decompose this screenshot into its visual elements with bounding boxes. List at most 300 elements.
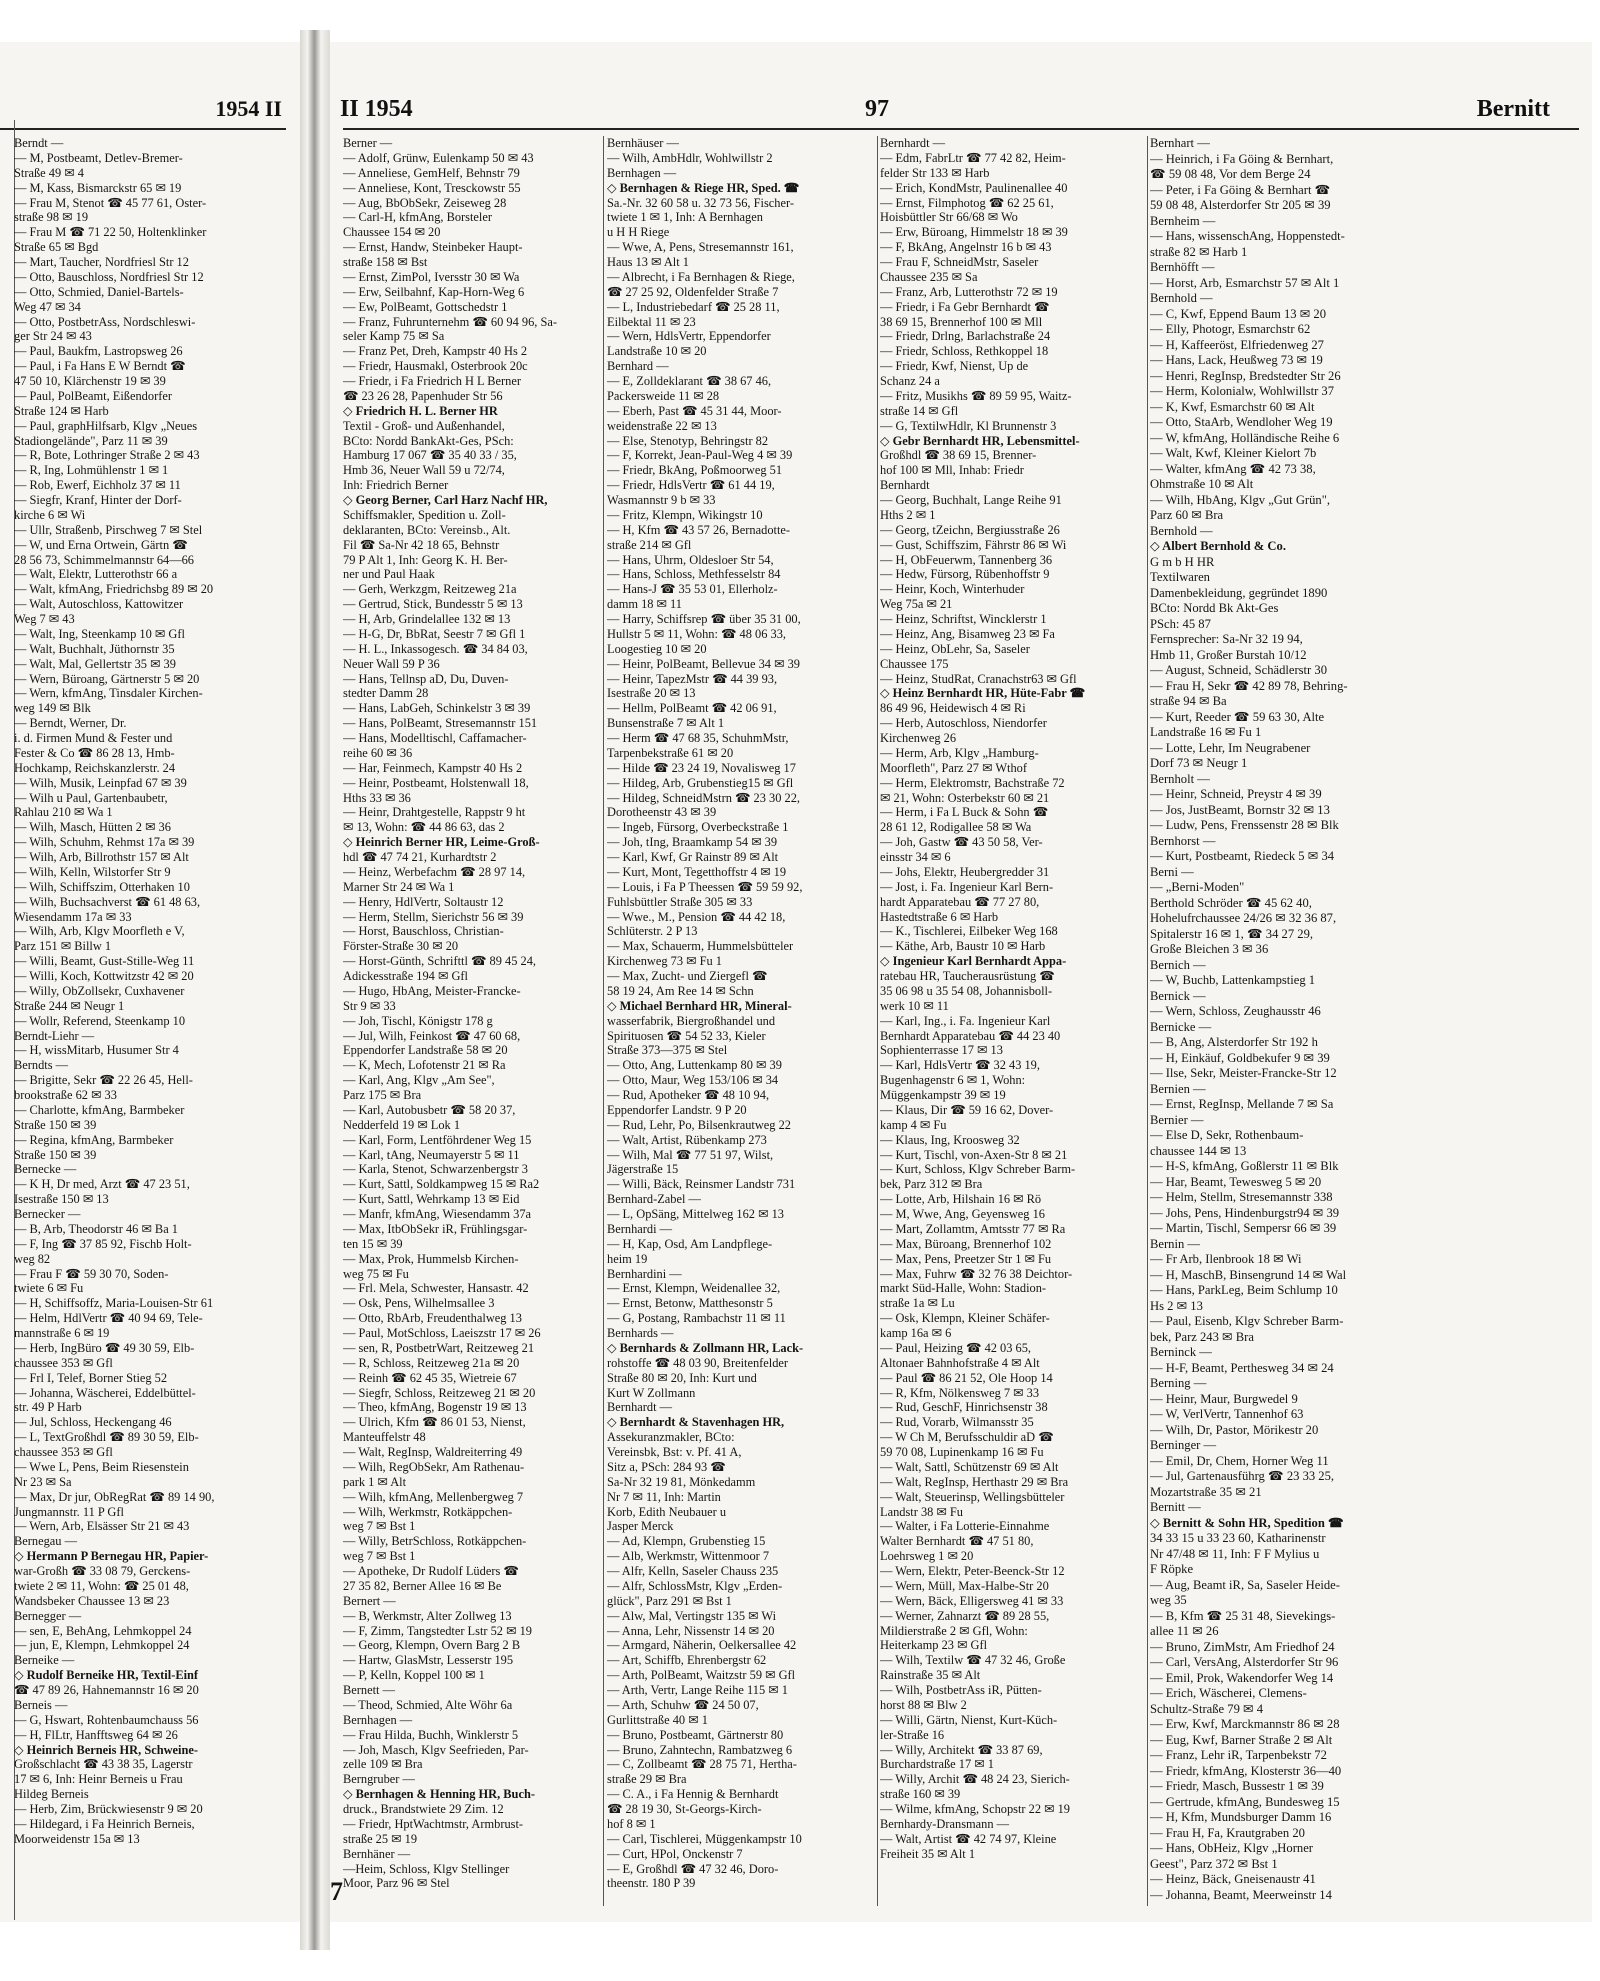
directory-entry-line: damm 18 ✉ 11 bbox=[607, 597, 682, 612]
directory-entry-line: — Walter, kfmAng ☎ 42 73 38, bbox=[1150, 461, 1316, 476]
directory-entry-line: Isestraße 150 ✉ 13 bbox=[14, 1192, 109, 1207]
directory-entry-line: Hildeg Berneis bbox=[14, 1787, 89, 1802]
directory-entry-line: deklaranten, BCto: Vereinsb., Alt. bbox=[343, 522, 511, 537]
directory-entry-line: Spirituosen ☎ 54 52 33, Kieler bbox=[607, 1028, 766, 1043]
directory-entry-line: — Herm, i Fa L Buck & Sohn ☎ bbox=[880, 805, 1049, 820]
directory-entry-line: — Willi, Koch, Kottwitzstr 42 ✉ 20 bbox=[14, 969, 194, 983]
left-page-header-text: 1954 II bbox=[215, 96, 282, 121]
directory-entry-line: — H, wissMitarb, Husumer Str 4 bbox=[14, 1043, 179, 1058]
directory-entry-line: Stadiongelände", Parz 11 ✉ 39 bbox=[14, 433, 168, 448]
directory-entry-line: — Wilh, Musik, Leinpfad 67 ✉ 39 bbox=[14, 775, 187, 790]
signature-mark: 7 bbox=[330, 1877, 343, 1906]
directory-entry-line: — Jul, Gartenausführg ☎ 23 33 25, bbox=[1150, 1469, 1335, 1483]
directory-entry-line: — Henry, HdlVertr, Soltaustr 12 bbox=[343, 894, 504, 909]
directory-entry-line: — Max, Fuhrw ☎ 32 76 38 Deichtor- bbox=[880, 1266, 1073, 1281]
directory-entry-line: Bernhard-Zabel — bbox=[607, 1192, 701, 1207]
directory-entry-line: — H-G, Dr, BbRat, Seestr 7 ✉ Gfl 1 bbox=[343, 626, 526, 641]
directory-entry-line: Berndts — bbox=[14, 1058, 69, 1073]
directory-entry-line: — Bruno, Zahntechn, Rambatzweg 6 bbox=[607, 1742, 793, 1757]
directory-entry-line: — G, TextilwHdlr, Kl Brunnenstr 3 bbox=[880, 418, 1057, 433]
directory-entry-line: weg 7 ✉ Bst 1 bbox=[343, 1549, 416, 1564]
directory-entry-line: — Georg, Klempn, Overn Barg 2 B bbox=[343, 1638, 521, 1653]
directory-entry-line: Große Bleichen 3 ✉ 36 bbox=[1150, 942, 1269, 956]
directory-entry-line: PSch: 45 87 bbox=[1150, 616, 1211, 631]
directory-entry-line: — Heinz, StudRat, Cranachstr63 ✉ Gfl bbox=[880, 671, 1077, 686]
directory-entry-line: ☎ 28 19 30, St-Georgs-Kirch- bbox=[607, 1802, 762, 1816]
directory-entry-line: Straße 244 ✉ Neugr 1 bbox=[14, 998, 125, 1013]
directory-entry-line: — Berndt, Werner, Dr. bbox=[14, 716, 127, 731]
directory-entry-line: F Röpke bbox=[1150, 1562, 1194, 1576]
directory-entry-line: Straße 80 ✉ 20, Inh: Kurt und bbox=[607, 1370, 757, 1385]
directory-entry-line: ◇ Bernhardt & Stavenhagen HR, bbox=[607, 1415, 785, 1430]
directory-entry-line: — Alw, Mal, Vertingstr 135 ✉ Wi bbox=[607, 1608, 777, 1623]
directory-entry-line: — Ernst, ZimPol, Iversstr 30 ✉ Wa bbox=[343, 269, 520, 284]
directory-entry-line: — Otto, StaArb, Wendloher Weg 19 bbox=[1150, 415, 1333, 429]
directory-entry-line: — Max, Büroang, Brennerhof 102 bbox=[880, 1236, 1052, 1251]
directory-entry-line: Bernhagen — bbox=[343, 1712, 413, 1727]
directory-entry-line: ◇ Bernhagen & Riege HR, Sped. ☎ bbox=[607, 180, 800, 195]
directory-entry-line: Bernett — bbox=[343, 1683, 395, 1697]
directory-entry-line: — Aug, Beamt iR, Sa, Saseler Heide- bbox=[1150, 1577, 1340, 1592]
directory-entry-line: — M, Wwe, Ang, Geyensweg 16 bbox=[880, 1207, 1045, 1221]
directory-entry-line: Bernin — bbox=[1150, 1236, 1201, 1251]
directory-entry-line: — Wwe L, Pens, Beim Riesenstein bbox=[14, 1459, 189, 1474]
directory-entry-line: i. d. Firmen Mund & Fester und bbox=[14, 731, 173, 745]
directory-entry-line: — Helm, HdlVertr ☎ 40 94 69, Tele- bbox=[14, 1311, 203, 1326]
directory-entry-line: kamp 4 ✉ Fu bbox=[880, 1117, 947, 1132]
directory-entry-line: — Johanna, Beamt, Meerweinstr 14 bbox=[1150, 1887, 1332, 1902]
left-page-column bbox=[14, 136, 286, 1847]
directory-entry-line: Walter Bernhardt ☎ 47 51 80, bbox=[880, 1534, 1034, 1549]
directory-entry-line: — Heinz, Werbefachm ☎ 28 97 14, bbox=[343, 864, 526, 879]
directory-entry-line: Bernhöfft — bbox=[1150, 260, 1215, 274]
directory-entry-line: Bernhäuser — bbox=[607, 136, 679, 150]
directory-entry-line: Wiesendamm 17a ✉ 33 bbox=[14, 909, 132, 924]
directory-entry-line: — Wern, HdlsVertr, Eppendorfer bbox=[607, 329, 771, 344]
directory-entry-line: Bernick — bbox=[1150, 988, 1206, 1003]
directory-entry-line: ☎ 23 26 28, Papenhuder Str 56 bbox=[343, 388, 503, 403]
directory-entry-line: Dorotheenstr 43 ✉ 39 bbox=[607, 805, 717, 820]
directory-entry-line: Mozartstraße 35 ✉ 21 bbox=[1150, 1484, 1262, 1499]
directory-entry-line: — Mart, Zollamtm, Amtsstr 77 ✉ Ra bbox=[880, 1221, 1066, 1236]
directory-entry-line: war-Großh ☎ 33 08 79, Gerckens- bbox=[14, 1564, 191, 1578]
directory-entry-line: — Wern, Arb, Elsässer Str 21 ✉ 43 bbox=[14, 1519, 190, 1534]
directory-entry-line: 59 08 48, Alsterdorfer Str 205 ✉ 39 bbox=[1150, 198, 1331, 212]
directory-entry-line: Weg 75a ✉ 21 bbox=[880, 597, 953, 612]
directory-column-1 bbox=[343, 136, 601, 1891]
directory-entry-line: — Ernst, Handw, Steinbeker Haupt- bbox=[343, 240, 523, 255]
directory-entry-line: — Wilh u Paul, Gartenbaubetr, bbox=[14, 790, 168, 805]
directory-entry-line: 59 70 08, Lupinenkamp 16 ✉ Fu bbox=[880, 1445, 1044, 1459]
directory-entry-line: — Herb, IngBüro ☎ 49 30 59, Elb- bbox=[14, 1340, 195, 1355]
right-header-rule bbox=[343, 128, 1579, 130]
directory-entry-line: — „Berni-Moden" bbox=[1150, 880, 1245, 894]
directory-entry-line: Fernsprecher: Sa-Nr 32 19 94, bbox=[1150, 632, 1303, 646]
directory-entry-line: — Jost, i. Fa. Ingenieur Karl Bern- bbox=[880, 879, 1054, 894]
directory-entry-line: — Osk, Klempn, Kleiner Schäfer- bbox=[880, 1311, 1050, 1326]
directory-entry-line: Bernhardt Apparatebau ☎ 44 23 40 bbox=[880, 1028, 1061, 1043]
directory-entry-line: — Ernst, Filmphotog ☎ 62 25 61, bbox=[880, 195, 1054, 210]
directory-entry-line: — Fritz, Musikhs ☎ 89 59 95, Waitz- bbox=[880, 388, 1072, 403]
directory-entry-line: ◇ Bernitt & Sohn HR, Spedition ☎ bbox=[1150, 1515, 1344, 1530]
directory-entry-line: — Max, Zucht- und Ziergefl ☎ bbox=[607, 969, 768, 983]
directory-entry-line: — Walter, i Fa Lotterie-Einnahme bbox=[880, 1519, 1050, 1534]
directory-entry-line: — Herm ☎ 47 68 35, SchuhmMstr, bbox=[607, 731, 789, 745]
directory-entry-line: — Emil, Dr, Chem, Horner Weg 11 bbox=[1150, 1453, 1329, 1468]
directory-entry-line: — Paul, MotSchloss, Laeiszstr 17 ✉ 26 bbox=[343, 1326, 541, 1340]
directory-entry-line: — Karl, Kwf, Gr Rainstr 89 ✉ Alt bbox=[607, 850, 779, 864]
directory-entry-line: — Wilh, Arb, Klgv Moorfleth e V, bbox=[14, 924, 185, 939]
directory-entry-line: — Herm, Stellm, Sierichstr 56 ✉ 39 bbox=[343, 909, 524, 924]
directory-entry-line: Großhdl ☎ 38 69 15, Brenner- bbox=[880, 448, 1037, 463]
directory-entry-line: Berner — bbox=[343, 136, 393, 150]
directory-entry-line: Eppendorfer Landstr. 9 P 20 bbox=[607, 1102, 747, 1117]
directory-entry-line: hdl ☎ 47 74 21, Kurhardtstr 2 bbox=[343, 850, 497, 864]
directory-entry-line: Schultz-Straße 79 ✉ 4 bbox=[1150, 1701, 1264, 1716]
directory-entry-line: — Aug, BbObSekr, Zeiseweg 28 bbox=[343, 195, 507, 210]
directory-entry-line: — R, Kfm, Nölkensweg 7 ✉ 33 bbox=[880, 1385, 1040, 1400]
directory-entry-line: zelle 109 ✉ Bra bbox=[343, 1757, 423, 1772]
directory-entry-line: — Heinz, Ang, Bisamweg 23 ✉ Fa bbox=[880, 626, 1055, 641]
directory-entry-line: — Arth, Schuhw ☎ 24 50 07, bbox=[607, 1697, 759, 1712]
directory-entry-line: — Johs, Pens, Hindenburgstr94 ✉ 39 bbox=[1150, 1205, 1340, 1220]
directory-entry-line: — Joh, Masch, Klgv Seefrieden, Par- bbox=[343, 1742, 529, 1757]
directory-entry-line: — Har, Beamt, Tewesweg 5 ✉ 20 bbox=[1150, 1174, 1322, 1189]
directory-entry-line: ◇ Heinrich Berner HR, Leime-Groß- bbox=[343, 835, 540, 850]
directory-entry-line: Nr 7 ✉ 11, Inh: Martin bbox=[607, 1489, 721, 1504]
directory-entry-line: — Walt, Sattl, Schützenstr 69 ✉ Alt bbox=[880, 1459, 1059, 1474]
directory-entry-line: — Heinrich, i Fa Göing & Bernhart, bbox=[1150, 151, 1334, 166]
directory-entry-line: — Heinz, Bäck, Gneisenaustr 41 bbox=[1150, 1872, 1316, 1886]
directory-entry-line: — Walt, Buchhalt, Jüthornstr 35 bbox=[14, 641, 175, 656]
directory-entry-line: — H-F, Beamt, Perthesweg 34 ✉ 24 bbox=[1150, 1360, 1334, 1375]
directory-entry-line: — Otto, Bauschloss, Nordfriesl Str 12 bbox=[14, 269, 204, 284]
directory-entry-line: ✉ 13, Wohn: ☎ 44 86 63, das 2 bbox=[343, 820, 505, 835]
directory-entry-line: Förster-Straße 30 ✉ 20 bbox=[343, 939, 459, 954]
directory-entry-line: chaussee 353 ✉ Gfl bbox=[14, 1445, 113, 1459]
directory-entry-line: — Heinz, Schriftst, Wincklerstr 1 bbox=[880, 612, 1047, 626]
directory-entry-line: — Willi, Gärtn, Nienst, Kurt-Küch- bbox=[880, 1712, 1058, 1727]
directory-entry-line: — Wilh, HbAng, Klgv „Gut Grün", bbox=[1150, 492, 1331, 507]
directory-column-4 bbox=[1150, 136, 1420, 1903]
directory-entry-line: hof 100 ✉ Mll, Inhab: Friedr bbox=[880, 463, 1024, 478]
directory-entry-line: — R, Ing, Lohmühlenstr 1 ✉ 1 bbox=[14, 463, 169, 478]
directory-entry-line: — Charlotte, kfmAng, Barmbeker bbox=[14, 1102, 185, 1117]
directory-entry-line: — Jul, Wilh, Feinkost ☎ 47 60 68, bbox=[343, 1028, 521, 1043]
directory-entry-line: — Franz, Arb, Lutterothstr 72 ✉ 19 bbox=[880, 284, 1058, 299]
directory-entry-line: 38 69 15, Brennerhof 100 ✉ Mll bbox=[880, 314, 1043, 329]
directory-entry-line: Freiheit 35 ✉ Alt 1 bbox=[880, 1846, 976, 1861]
directory-entry-line: Bernhold — bbox=[1150, 291, 1213, 305]
directory-entry-line: — Jul, Schloss, Heckengang 46 bbox=[14, 1415, 172, 1430]
directory-entry-line: Nr 47/48 ✉ 11, Inh: F F Mylius u bbox=[1150, 1546, 1320, 1561]
running-head-name: Bernitt bbox=[1476, 96, 1550, 122]
directory-entry-line: str. 49 P Harb bbox=[14, 1400, 82, 1415]
directory-entry-line: — Georg, tZeichn, Bergiusstraße 26 bbox=[880, 522, 1060, 537]
directory-entry-line: — H, FlLtr, Hanfftsweg 64 ✉ 26 bbox=[14, 1727, 178, 1742]
directory-entry-line: — H, Kaffeeröst, Elfriedenweg 27 bbox=[1150, 337, 1324, 352]
directory-entry-line: — Kurt, Schloss, Klgv Schreber Barm- bbox=[880, 1162, 1076, 1177]
directory-entry-line: — Horst, Bauschloss, Christian- bbox=[343, 924, 504, 939]
directory-entry-line: Loogestieg 10 ✉ 20 bbox=[607, 641, 707, 656]
directory-entry-line: — Willy, Archit ☎ 48 24 23, Sierich- bbox=[880, 1772, 1070, 1787]
directory-entry-line: Bernholt — bbox=[1150, 771, 1210, 786]
directory-entry-line: Adickesstraße 194 ✉ Gfl bbox=[343, 969, 468, 983]
directory-entry-line: mannstraße 6 ✉ 19 bbox=[14, 1326, 110, 1340]
directory-entry-line: — Herm, Kolonialw, Wohlwillstr 37 bbox=[1150, 384, 1335, 398]
directory-entry-line: ◇ Albert Bernhold & Co. bbox=[1150, 539, 1286, 553]
directory-entry-line: — Käthe, Arb, Baustr 10 ✉ Harb bbox=[880, 939, 1046, 954]
directory-entry-line: theenstr. 180 P 39 bbox=[607, 1876, 696, 1891]
directory-entry-line: — Wilh, Schiffszim, Otterhaken 10 bbox=[14, 879, 190, 894]
directory-entry-line: wasserfabrik, Biergroßhandel und bbox=[607, 1013, 776, 1028]
directory-entry-line: Bernhardt bbox=[880, 478, 930, 493]
directory-entry-line: — Ulrich, Kfm ☎ 86 01 53, Nienst, bbox=[343, 1415, 526, 1430]
directory-entry-line: Berni — bbox=[1150, 864, 1194, 879]
directory-entry-line: — Frau Hilda, Buchh, Winklerstr 5 bbox=[343, 1727, 519, 1742]
directory-entry-line: — Wern, kfmAng, Tinsdaler Kirchen- bbox=[14, 686, 203, 701]
directory-entry-line: — Paul, Heizing ☎ 42 03 65, bbox=[880, 1340, 1032, 1355]
directory-entry-line: — R, Bote, Lothringer Straße 2 ✉ 43 bbox=[14, 448, 200, 463]
directory-entry-line: weg 82 bbox=[14, 1251, 51, 1266]
directory-entry-line: ger Str 24 ✉ 43 bbox=[14, 329, 92, 344]
directory-entry-line: — Friedr, i Fa Gebr Bernhardt ☎ bbox=[880, 299, 1050, 314]
directory-entry-line: — Walt, RegInsp, Waldreiterring 49 bbox=[343, 1445, 523, 1459]
directory-entry-line: — W, kfmAng, Holländische Reihe 6 bbox=[1150, 430, 1340, 445]
column-divider-2 bbox=[877, 136, 878, 1906]
directory-entry-line: Bernhagen — bbox=[607, 165, 677, 180]
directory-entry-line: — Ernst, Betonw, Matthesonstr 5 bbox=[607, 1296, 773, 1311]
directory-entry-line: — W, und Erna Ortwein, Gärtn ☎ bbox=[14, 537, 188, 552]
directory-entry-line: — Ludw, Pens, Frenssenstr 28 ✉ Blk bbox=[1150, 818, 1339, 832]
directory-entry-line: — Herb, Zim, Brückwiesenstr 9 ✉ 20 bbox=[14, 1802, 203, 1816]
directory-entry-line: — Johs, Elektr, Heubergredder 31 bbox=[880, 864, 1050, 879]
directory-entry-line: — Lotte, Arb, Hilshain 16 ✉ Rö bbox=[880, 1192, 1042, 1207]
directory-entry-line: Sa-Nr 32 19 81, Mönkedamm bbox=[607, 1474, 756, 1489]
directory-entry-line: Hullstr 5 ✉ 11, Wohn: ☎ 48 06 33, bbox=[607, 626, 787, 641]
directory-entry-line: ◇ Rudolf Berneike HR, Textil-Einf bbox=[14, 1668, 199, 1683]
directory-entry-line: — Heinr, PolBeamt, Bellevue 34 ✉ 39 bbox=[607, 656, 800, 671]
directory-entry-line: Berndt — bbox=[14, 136, 64, 150]
directory-entry-line: BCto: Nordd BankAkt-Ges, PSch: bbox=[343, 433, 514, 448]
directory-entry-line: — Wilh, kfmAng, Mellenbergweg 7 bbox=[343, 1489, 524, 1504]
directory-entry-line: Korb, Edith Neubauer u bbox=[607, 1504, 727, 1519]
directory-entry-line: Nedderfeld 19 ✉ Lok 1 bbox=[343, 1117, 461, 1132]
directory-entry-line: heim 19 bbox=[607, 1251, 648, 1266]
directory-entry-line: — Karl, Autobusbetr ☎ 58 20 37, bbox=[343, 1102, 516, 1117]
directory-entry-line: — L, TextGroßhdl ☎ 89 30 59, Elb- bbox=[14, 1430, 199, 1445]
directory-entry-line: — Paul, Eisenb, Klgv Schreber Barm- bbox=[1150, 1314, 1344, 1328]
directory-entry-line: — Elly, Photogr, Esmarchstr 62 bbox=[1150, 322, 1311, 336]
directory-entry-line: — Hans, Tellnsp aD, Du, Duven- bbox=[343, 671, 509, 686]
directory-entry-line: Str 9 ✉ 33 bbox=[343, 998, 396, 1013]
directory-entry-line: — Kurt, Sattl, Soldkampweg 15 ✉ Ra2 bbox=[343, 1177, 540, 1192]
directory-entry-line: Parz 151 ✉ Billw 1 bbox=[14, 939, 112, 954]
page-number: 97 bbox=[865, 96, 889, 122]
directory-entry-line: — H, Schiffsoffz, Maria-Louisen-Str 61 bbox=[14, 1296, 214, 1311]
directory-entry-line: — Albrecht, i Fa Bernhagen & Riege, bbox=[607, 269, 795, 284]
directory-entry-line: — Walt, kfmAng, Friedrichsbg 89 ✉ 20 bbox=[14, 582, 214, 597]
directory-entry-line: Kirchenweg 73 ✉ Fu 1 bbox=[607, 954, 722, 969]
directory-entry-line: ☎ 59 08 48, Vor dem Berge 24 bbox=[1150, 167, 1311, 181]
directory-entry-line: straße 25 ✉ 19 bbox=[343, 1831, 418, 1846]
directory-entry-line: — Frl I, Telef, Borner Stieg 52 bbox=[14, 1370, 168, 1385]
directory-entry-line: Jägerstraße 15 bbox=[607, 1162, 679, 1177]
directory-entry-line: — Lotte, Lehr, Im Neugrabener bbox=[1150, 740, 1311, 755]
directory-entry-line: — Herm, Elektromstr, Bachstraße 72 bbox=[880, 775, 1065, 790]
directory-entry-line: Bernecker — bbox=[14, 1207, 81, 1221]
directory-entry-line: — Herm, Arb, Klgv „Hamburg- bbox=[880, 745, 1039, 760]
directory-entry-line: Rahlau 210 ✉ Wa 1 bbox=[14, 805, 113, 820]
directory-entry-line: — Friedr, Drlng, Barlachstraße 24 bbox=[880, 329, 1051, 344]
directory-entry-line: — sen, R, PostbetrWart, Reitzeweg 21 bbox=[343, 1340, 535, 1355]
directory-entry-line: Bernheim — bbox=[1150, 213, 1216, 228]
directory-entry-line: — Eug, Kwf, Barner Straße 2 ✉ Alt bbox=[1150, 1732, 1333, 1747]
directory-entry-line: ◇ Friedrich H. L. Berner HR bbox=[343, 403, 498, 418]
directory-entry-line: straße 94 ✉ Ba bbox=[1150, 694, 1227, 708]
directory-entry-line: — Wilh, RegObSekr, Am Rathenau- bbox=[343, 1459, 525, 1474]
directory-entry-line: — W, Buchb, Lattenkampstieg 1 bbox=[1150, 973, 1316, 987]
directory-entry-line: G m b H HR bbox=[1150, 554, 1215, 569]
directory-entry-line: Landstraße 10 ✉ 20 bbox=[607, 344, 707, 359]
directory-entry-line: u H H Riege bbox=[607, 225, 670, 240]
directory-entry-line: hardt Apparatebau ☎ 77 27 80, bbox=[880, 894, 1040, 909]
directory-entry-line: straße 14 ✉ Gfl bbox=[880, 403, 959, 418]
directory-entry-line: druck., Brandstwiete 29 Zim. 12 bbox=[343, 1802, 504, 1816]
directory-entry-line: Hamburg 17 067 ☎ 35 40 33 / 35, bbox=[343, 448, 517, 463]
directory-entry-line: Schiffsmakler, Spedition u. Zoll- bbox=[343, 507, 506, 522]
directory-entry-line: — Wilh, Textilw ☎ 47 32 46, Große bbox=[880, 1653, 1066, 1668]
directory-entry-line: Damenbekleidung, gegründet 1890 bbox=[1150, 585, 1328, 600]
directory-entry-line: Haus 13 ✉ Alt 1 bbox=[607, 255, 689, 269]
directory-entry-line: Weg 7 ✉ 43 bbox=[14, 612, 75, 626]
directory-entry-line: — Rud, GeschF, Hinrichsenstr 38 bbox=[880, 1400, 1048, 1415]
directory-entry-line: ◇ Bernhagen & Henning HR, Buch- bbox=[343, 1787, 535, 1802]
directory-entry-line: — Karl, Ing., i. Fa. Ingenieur Karl bbox=[880, 1013, 1051, 1028]
directory-entry-line: — Mart, Taucher, Nordfriesl Str 12 bbox=[14, 255, 189, 269]
directory-entry-line: — Friedr, kfmAng, Klosterstr 36—40 bbox=[1150, 1763, 1342, 1778]
directory-entry-line: Berninck — bbox=[1150, 1345, 1212, 1359]
directory-entry-line: Jasper Merck bbox=[607, 1519, 674, 1534]
directory-entry-line: — B, Kfm ☎ 25 31 48, Sievekings- bbox=[1150, 1608, 1336, 1623]
book-gutter bbox=[300, 30, 330, 1950]
directory-entry-line: — Heinr, TapezMstr ☎ 44 39 93, bbox=[607, 671, 778, 686]
directory-entry-line: ◇ Heinz Bernhardt HR, Hüte-Fabr ☎ bbox=[880, 686, 1086, 701]
directory-entry-line: Wasmannstr 9 b ✉ 33 bbox=[607, 493, 716, 507]
directory-entry-line: markt Süd-Halle, Wohn: Stadion- bbox=[880, 1281, 1047, 1296]
directory-entry-line: — Kurt, Sattl, Wehrkamp 13 ✉ Eid bbox=[343, 1192, 520, 1207]
directory-entry-line: — Klaus, Dir ☎ 59 16 62, Dover- bbox=[880, 1102, 1054, 1117]
directory-entry-line: Hochkamp, Reichskanzlerstr. 24 bbox=[14, 760, 176, 775]
right-page-year: II 1954 bbox=[340, 96, 413, 122]
directory-entry-line: — Rud, Apotheker ☎ 48 10 94, bbox=[607, 1088, 770, 1102]
directory-entry-line: ◇ Hermann P Bernegau HR, Papier- bbox=[14, 1549, 209, 1564]
directory-entry-line: Chaussee 235 ✉ Sa bbox=[880, 269, 978, 284]
directory-entry-line: Loehrsweg 1 ✉ 20 bbox=[880, 1549, 974, 1564]
directory-entry-line: — Georg, Buchhalt, Lange Reihe 91 bbox=[880, 493, 1062, 507]
directory-entry-line: — Friedr, HdlsVertr ☎ 61 44 19, bbox=[607, 478, 775, 493]
directory-entry-line: — Ernst, Klempn, Weidenallee 32, bbox=[607, 1281, 781, 1296]
directory-entry-line: Bernhardy-Dransmann — bbox=[880, 1816, 1010, 1831]
directory-entry-line: — Martin, Tischl, Sempersr 66 ✉ 39 bbox=[1150, 1221, 1337, 1235]
directory-entry-line: — Rud, Vorarb, Wilmansstr 35 bbox=[880, 1415, 1034, 1430]
directory-entry-line: — Friedr, i Fa Friedrich H L Berner bbox=[343, 374, 521, 388]
directory-entry-line: reihe 60 ✉ 36 bbox=[343, 745, 413, 760]
directory-entry-line: — Frl. Mela, Schwester, Hansastr. 42 bbox=[343, 1281, 529, 1296]
directory-entry-line: Bernhäner — bbox=[343, 1846, 411, 1861]
directory-entry-line: — Wilh, Mal ☎ 77 51 97, Wilst, bbox=[607, 1147, 774, 1162]
directory-entry-line: — Ullr, Straßenb, Pirschweg 7 ✉ Stel bbox=[14, 522, 203, 537]
directory-entry-line: werk 10 ✉ 11 bbox=[880, 998, 949, 1013]
directory-entry-line: — Carl-H, kfmAng, Borsteler bbox=[343, 210, 493, 225]
directory-entry-line: — Walt, Elektr, Lutterothstr 66 a bbox=[14, 567, 178, 582]
directory-entry-line: — Max, Schauerm, Hummelsbütteler bbox=[607, 939, 794, 954]
directory-entry-line: ✉ 21, Wohn: Osterbekstr 60 ✉ 21 bbox=[880, 790, 1050, 805]
directory-entry-line: Kirchenweg 26 bbox=[880, 731, 957, 745]
directory-entry-line: — Hans, PolBeamt, Stresemannstr 151 bbox=[343, 716, 538, 731]
directory-entry-line: — H, Kfm ☎ 43 57 26, Bernadotte- bbox=[607, 522, 791, 537]
directory-entry-line: Bernert — bbox=[343, 1593, 396, 1608]
directory-entry-line: Geest", Parz 372 ✉ Bst 1 bbox=[1150, 1856, 1278, 1871]
directory-entry-line: Bernitt — bbox=[1150, 1500, 1201, 1514]
directory-entry-line: — Paul, i Fa Hans E W Berndt ☎ bbox=[14, 359, 186, 374]
directory-entry-line: Mildierstraße 2 ✉ Gfl, Wohn: bbox=[880, 1623, 1028, 1638]
directory-entry-line: — R, Schloss, Reitzeweg 21a ✉ 20 bbox=[343, 1355, 520, 1370]
directory-entry-line: Landstraße 16 ✉ Fu 1 bbox=[1150, 725, 1262, 739]
directory-entry-line: 27 35 82, Berner Allee 16 ✉ Be bbox=[343, 1578, 502, 1593]
directory-entry-line: 79 P Alt 1, Inh: Georg K. H. Ber- bbox=[343, 552, 508, 567]
directory-entry-line: — Max, Prok, Hummelsb Kirchen- bbox=[343, 1251, 519, 1266]
directory-entry-line: — Apotheke, Dr Rudolf Lüders ☎ bbox=[343, 1564, 519, 1578]
directory-entry-line: Fester & Co ☎ 86 28 13, Hmb- bbox=[14, 745, 175, 760]
directory-entry-line: — Walt, Mal, Gellertstr 35 ✉ 39 bbox=[14, 656, 176, 671]
directory-entry-line: — Frau H, Sekr ☎ 42 89 78, Behring- bbox=[1150, 678, 1348, 693]
directory-entry-line: Hmb 11, Großer Burstah 10/12 bbox=[1150, 647, 1307, 662]
directory-entry-line: Gurlittstraße 40 ✉ 1 bbox=[607, 1712, 708, 1727]
directory-entry-line: — Hans, Lack, Heußweg 73 ✉ 19 bbox=[1150, 353, 1323, 367]
directory-entry-line: Hastedtstraße 6 ✉ Harb bbox=[880, 909, 999, 924]
directory-entry-line: BCto: Nordd Bk Akt-Ges bbox=[1150, 601, 1279, 615]
directory-entry-line: 58 19 24, Am Ree 14 ✉ Schn bbox=[607, 983, 754, 998]
directory-entry-line: ner und Paul Haak bbox=[343, 567, 435, 582]
directory-entry-line: — H, MaschB, Binsengrund 14 ✉ Wal bbox=[1150, 1267, 1347, 1282]
directory-entry-line: — Wern, Müll, Max-Halbe-Str 20 bbox=[880, 1578, 1049, 1593]
directory-entry-line: Straße 150 ✉ 39 bbox=[14, 1147, 97, 1162]
directory-entry-line: — Siegfr, Schloss, Reitzeweg 21 ✉ 20 bbox=[343, 1385, 536, 1400]
directory-entry-line: Berndt-Liehr — bbox=[14, 1028, 95, 1043]
directory-entry-line: — Bruno, Postbeamt, Gärtnerstr 80 bbox=[607, 1727, 784, 1742]
directory-entry-line: — Theod, Schmied, Alte Wöhr 6a bbox=[343, 1697, 513, 1712]
directory-entry-line: — Bruno, ZimMstr, Am Friedhof 24 bbox=[1150, 1639, 1335, 1654]
directory-entry-line: — Brigitte, Sekr ☎ 22 26 45, Hell- bbox=[14, 1073, 193, 1088]
directory-entry-line: — Anna, Lehr, Nissenstr 14 ✉ 20 bbox=[607, 1623, 775, 1638]
directory-entry-line: — Alfr, SchlossMstr, Klgv „Erden- bbox=[607, 1578, 783, 1593]
directory-entry-line: Sitz a, PSch: 284 93 ☎ bbox=[607, 1459, 726, 1474]
directory-entry-line: Straße 373—375 ✉ Stel bbox=[607, 1043, 728, 1058]
directory-entry-line: — Friedr, Masch, Bussestr 1 ✉ 39 bbox=[1150, 1779, 1324, 1793]
directory-entry-line: Tarpenbekstraße 61 ✉ 20 bbox=[607, 745, 734, 760]
directory-entry-line: — Carl, VersAng, Alsterdorfer Str 96 bbox=[1150, 1655, 1339, 1669]
directory-entry-line: Ohmstraße 10 ✉ Alt bbox=[1150, 477, 1254, 491]
directory-entry-line: — Manfr, kfmAng, Wiesendamm 37a bbox=[343, 1207, 532, 1221]
directory-entry-line: Eppendorfer Landstraße 58 ✉ 20 bbox=[343, 1043, 508, 1058]
directory-entry-line: — jun, E, Klempn, Lehmkoppel 24 bbox=[14, 1638, 190, 1653]
directory-entry-line: — Frau M, Stenot ☎ 45 77 61, Oster- bbox=[14, 195, 207, 210]
directory-entry-line: Parz 60 ✉ Bra bbox=[1150, 508, 1224, 522]
directory-entry-line: — Paul, Baukfm, Lastropsweg 26 bbox=[14, 344, 183, 359]
directory-entry-line: — sen, E, BehAng, Lehmkoppel 24 bbox=[14, 1623, 192, 1638]
directory-entry-line: Bernhards — bbox=[607, 1326, 674, 1340]
